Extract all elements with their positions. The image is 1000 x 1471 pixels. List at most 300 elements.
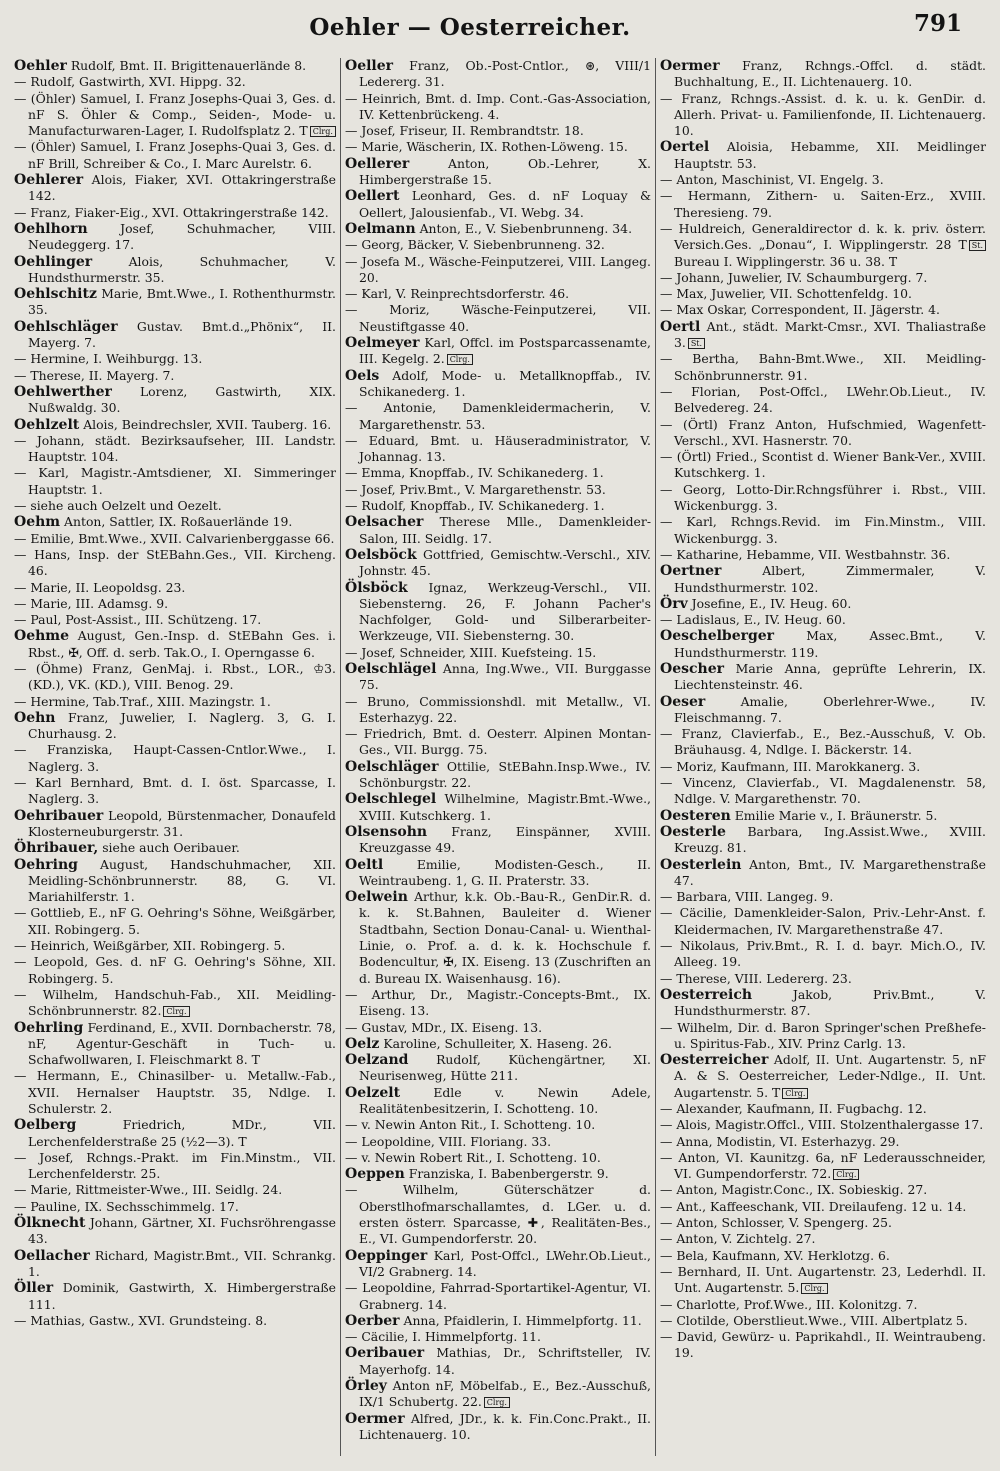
directory-entry	[345, 1411, 651, 1444]
entry-surname: Örley	[345, 1378, 387, 1395]
entry-surname: Oesterle	[660, 823, 726, 840]
directory-entry	[660, 449, 986, 482]
directory-entry	[660, 726, 986, 759]
directory-entry	[14, 172, 336, 205]
directory-entry	[14, 498, 336, 514]
entry-text: Karl, Post-Offcl., LWehr.Ob.Lieut., VI/2 Grabnerg. 14.	[359, 1247, 651, 1279]
entry-text: Lorenz, Gastwirth, XIX. Nußwaldg. 30.	[28, 383, 336, 416]
entry-surname: Oehlschläger	[14, 318, 118, 335]
entry-text: — Hermann, E., Chinasilber- u. Metallw.-Fab., XVII. Hernalser Hauptstr. 35, Ndlge. I. Schulerstr. 2.	[14, 1068, 336, 1116]
directory-entry	[660, 824, 986, 857]
entry-text: — Eduard, Bmt. u. Häuseradministrator, V. Johannag. 13.	[345, 432, 651, 465]
entry-text: — Moriz, Kaufmann, III. Marokkanerg. 3.	[660, 758, 921, 774]
entry-text: Alfred, JDr., k. k. Fin.Conc.Prakt., II. Lichtenauerg. 10.	[359, 1410, 651, 1442]
directory-entry	[14, 1199, 336, 1215]
entry-text: — (Örtl) Fried., Scontist d. Wiener Bank-Ver., XVIII. Kutschkerg. 1.	[660, 449, 986, 481]
directory-entry	[14, 221, 336, 254]
entry-text: August, Gen.-Insp. d. StEBahn Ges. i. Rbst., ✠, Off. d. serb. Tak.O., I. Operngasse 6.	[28, 628, 336, 660]
directory-entry	[14, 580, 336, 596]
directory-entry	[345, 433, 651, 466]
directory-entry	[345, 987, 651, 1020]
directory-entry	[345, 221, 651, 237]
directory-entry	[14, 91, 336, 140]
column-rule	[655, 58, 656, 1456]
entry-surname: Oeser	[660, 693, 706, 710]
directory-entry	[660, 139, 986, 172]
directory-entry	[660, 775, 986, 808]
directory-entry	[660, 172, 986, 188]
entry-text: — Rudolf, Gastwirth, XVI. Hippg. 32.	[14, 74, 246, 90]
entry-text: Friedrich, MDr., VII. Lerchenfelderstraße 25 (½2—3). T	[28, 1117, 336, 1149]
entry-text: Rudolf, Küchengärtner, XI. Neurisenweg, Hütte 211.	[359, 1052, 651, 1084]
directory-entry	[14, 661, 336, 694]
directory-entry	[345, 824, 651, 857]
directory-entry	[345, 1052, 651, 1085]
entry-text: — Josef, Friseur, II. Rembrandtstr. 18.	[345, 123, 584, 139]
directory-entry	[345, 857, 651, 890]
entry-text: Marie Anna, geprüfte Lehrerin, IX. Liechtensteinstr. 46.	[674, 660, 986, 693]
entry-surname: Oehler	[14, 58, 67, 74]
clearing-badge: Clrg.	[801, 1283, 827, 1294]
entry-text: — Anton, Schlosser, V. Spengerg. 25.	[660, 1215, 892, 1231]
entry-text: — Franziska, Haupt-Cassen-Cntlor.Wwe., I. Naglerg. 3.	[14, 742, 336, 774]
entry-surname: Oehn	[14, 709, 56, 726]
directory-entry	[14, 612, 336, 628]
directory-entry	[14, 531, 336, 547]
entry-surname: Oelschlägel	[345, 660, 437, 677]
directory-entry	[14, 286, 336, 319]
entry-text: — Hermann, Zithern- u. Saiten-Erz., XVIII. Theresieng. 79.	[660, 188, 986, 220]
entry-text: — Karl, V. Reinprechtsdorferstr. 46.	[345, 286, 570, 302]
entry-surname: Oeltl	[345, 856, 384, 873]
entry-surname: Oertl	[660, 318, 701, 335]
entry-text: — Josef, Schneider, XIII. Kuefsteing. 15.	[345, 644, 597, 660]
directory-entry	[345, 400, 651, 433]
entry-text: — Max Oskar, Correspondent, II. Jägerstr. 4.	[660, 302, 940, 318]
directory-entry	[345, 1329, 651, 1345]
directory-entry	[660, 596, 986, 612]
entry-text: Wilhelmine, Magistr.Bmt.-Wwe., XVIII. Kutschkerg. 1.	[359, 791, 651, 823]
directory-entry	[660, 1101, 986, 1117]
directory-entry	[14, 596, 336, 612]
directory-entry	[345, 335, 651, 368]
entry-text: Gustav. Bmt.d.„Phönix“, II. Mayerg. 7.	[28, 318, 336, 351]
directory-entry	[14, 808, 336, 841]
directory-entry	[660, 987, 986, 1020]
entry-text: — Emilie, Bmt.Wwe., XVII. Calvarienberggasse 66.	[14, 530, 335, 546]
directory-entry	[14, 433, 336, 466]
running-head	[0, 6, 1000, 46]
entry-surname: Oehlzelt	[14, 416, 80, 433]
directory-entry	[14, 987, 336, 1020]
entry-text: — Leopoldine, VIII. Floriang. 33.	[345, 1133, 552, 1149]
entry-text: siehe auch Oeribauer.	[98, 840, 240, 856]
entry-text: — (Öhler) Samuel, I. Franz Josephs-Quai 3, Ges. d. nF Brill, Schreiber & Co., I. Marc Aurelstr. 6.	[14, 139, 336, 171]
entry-text: — (Öhme) Franz, GenMaj. i. Rbst., LOR., ♔3. (KD.), VK. (KD.), VIII. Benog. 29.	[14, 660, 336, 693]
directory-entry	[660, 188, 986, 221]
entry-surname: Oelsböck	[345, 546, 417, 563]
entry-text: — Pauline, IX. Sechsschimmelg. 17.	[14, 1198, 239, 1214]
directory-entry	[345, 482, 651, 498]
entry-text: Franz, Juwelier, I. Naglerg. 3, G. I. Churhausg. 2.	[28, 709, 336, 742]
directory-entry	[14, 1313, 336, 1329]
entry-surname: Oelsacher	[345, 514, 424, 531]
directory-entry	[345, 1166, 651, 1182]
entry-text: — Therese, VIII. Ledererg. 23.	[660, 970, 852, 986]
clearing-badge: St.	[969, 240, 986, 251]
directory-entry	[660, 889, 986, 905]
entry-text: — Hermine, I. Weihburgg. 13.	[14, 351, 203, 367]
directory-entry	[660, 270, 986, 286]
entry-surname: Oertel	[660, 139, 710, 156]
entry-text: — Gustav, MDr., IX. Eiseng. 13.	[345, 1019, 543, 1035]
columns	[14, 58, 994, 1463]
entry-surname: Oelzelt	[345, 1084, 401, 1101]
entry-text: Anna, Ing.Wwe., VII. Burggasse 75.	[359, 660, 651, 693]
directory-entry	[660, 1248, 986, 1264]
entry-text: Alois, Schuhmacher, V. Hundsthurmerstr. 35.	[28, 253, 336, 285]
entry-text: — siehe auch Oelzelt und Oezelt.	[14, 498, 222, 514]
entry-text: Dominik, Gastwirth, X. Himbergerstraße 111.	[28, 1280, 336, 1312]
entry-text: — David, Gewürz- u. Paprikahdl., II. Weintraubeng. 19.	[660, 1329, 986, 1361]
directory-entry	[345, 254, 651, 287]
directory-entry	[14, 710, 336, 743]
entry-text: — Charlotte, Prof.Wwe., III. Kolonitzg. 7.	[660, 1296, 918, 1312]
entry-text: Johann, Gärtner, XI. Fuchsröhrengasse 43.	[28, 1215, 336, 1247]
entry-text: — Clotilde, Oberstlieut.Wwe., VIII. Albertplatz 5.	[660, 1312, 968, 1328]
entry-text: Max, Assec.Bmt., V. Hundsthurmerstr. 119.	[674, 628, 986, 660]
entry-surname: Oehlwerther	[14, 383, 112, 400]
entry-surname: Oermer	[660, 58, 720, 74]
directory-entry	[660, 938, 986, 971]
directory-entry	[345, 1036, 651, 1052]
directory-entry	[660, 1052, 986, 1101]
directory-entry	[660, 417, 986, 450]
directory-entry	[345, 1117, 651, 1133]
directory-entry	[14, 905, 336, 938]
directory-entry	[345, 580, 651, 645]
directory-entry	[660, 661, 986, 694]
clearing-badge: Clrg.	[833, 1169, 859, 1180]
entry-text: — Wilhelm, Güterschätzer d. Oberstlhofmarschallamtes, d. LGer. u. d. ersten österr. Sparcasse, ✚, Realitäten-Bes., E., VI. Gumpendorferstr. 20.	[345, 1182, 651, 1247]
directory-entry	[660, 351, 986, 384]
directory-entry	[660, 1231, 986, 1247]
entry-text: Franziska, I. Babenbergerstr. 9.	[404, 1166, 609, 1182]
entry-text: Leopold, Bürstenmacher, Donaufeld Klosterneuburgerstr. 31.	[28, 807, 336, 839]
column-3	[660, 58, 986, 1458]
entry-surname: Oehlerer	[14, 172, 84, 189]
directory-entry	[345, 726, 651, 759]
directory-entry	[14, 1117, 336, 1150]
entry-text: — Marie, II. Leopoldsg. 23.	[14, 579, 186, 595]
entry-surname: Oehribauer	[14, 807, 104, 824]
directory-entry	[660, 1134, 986, 1150]
clearing-badge: Clrg.	[782, 1088, 808, 1099]
directory-entry	[660, 286, 986, 302]
entry-text: Josefine, E., IV. Heug. 60.	[687, 595, 852, 611]
entry-surname: Oehm	[14, 514, 61, 531]
entry-surname: Oelschläger	[345, 758, 439, 775]
entry-text: — Alexander, Kaufmann, II. Fugbachg. 12.	[660, 1101, 927, 1116]
entry-text: — Paul, Post-Assist., III. Schützeng. 17.	[14, 612, 262, 628]
entry-text: — Bela, Kaufmann, XV. Herklotzg. 6.	[660, 1247, 890, 1263]
directory-entry	[660, 759, 986, 775]
directory-entry	[660, 547, 986, 563]
entry-text: — Ant., Kaffeeschank, VII. Dreilaufeng. 12 u. 14.	[660, 1198, 967, 1214]
entry-surname: Oeller	[345, 58, 394, 74]
directory-entry	[345, 759, 651, 792]
entry-text: — Josef, Rchngs.-Prakt. im Fin.Minstm., VII. Lerchenfelderstr. 25.	[14, 1149, 336, 1182]
directory-entry	[660, 1329, 986, 1362]
entry-text: — Bertha, Bahn-Bmt.Wwe., XII. Meidling-Schönbrunnerstr. 91.	[660, 351, 986, 383]
entry-text: — Marie, Rittmeister-Wwe., III. Seidlg. 24.	[14, 1182, 283, 1198]
directory-entry	[345, 694, 651, 727]
directory-entry	[345, 139, 651, 155]
entry-text: — Franz, Rchngs.-Assist. d. k. u. k. GenDir. d. Allerh. Privat- u. Familienfonde, II. Lichtenauerg. 10.	[660, 90, 986, 139]
entry-surname: Oelmeyer	[345, 335, 420, 352]
entry-text: — Huldreich, Generaldirector d. k. k. priv. österr. Versich.Ges. „Donau“, I. Wipplingerstr. 28 T	[660, 220, 986, 253]
entry-surname: Öller	[14, 1280, 54, 1297]
entry-surname: Oehme	[14, 628, 70, 645]
clearing-badge: Clrg.	[447, 354, 473, 365]
entry-text: — Anton, VI. Kaunitzg. 6a, nF Lederausschneider, VI. Gumpendorferstr. 72.	[660, 1149, 986, 1182]
entry-surname: Öhribauer,	[14, 840, 99, 857]
entry-text: — Marie, Wäscherin, IX. Rothen-Löweng. 15.	[345, 139, 628, 155]
entry-surname: Oeppinger	[345, 1247, 428, 1264]
entry-surname: Örv	[660, 595, 688, 612]
directory-entry	[345, 1134, 651, 1150]
directory-entry	[345, 58, 651, 91]
clearing-badge: St.	[688, 338, 705, 349]
directory-entry	[345, 302, 651, 335]
entry-text: Anton, E., V. Siebenbrunneng. 34.	[415, 220, 633, 236]
entry-text: Albert, Zimmermaler, V. Hundsthurmerstr. 102.	[674, 563, 986, 595]
entry-text: Adolf, II. Unt. Augartenstr. 5, nF A. & S. Oesterreicher, Leder-Ndlge., II. Unt. Augartenstr. 5. T	[674, 1052, 986, 1100]
entry-surname: Oelberg	[14, 1117, 77, 1134]
directory-entry	[14, 139, 336, 172]
entry-text: Franz, Rchngs.-Offcl. d. städt. Buchhaltung, E., II. Lichtenauerg. 10.	[674, 58, 986, 90]
entry-text: August, Handschuhmacher, XII. Meidling-Schönbrunnerstr. 88, G. VI. Mariahilferstr. 1.	[28, 856, 336, 905]
entry-text: — Rudolf, Knopffab., IV. Schikanederg. 1.	[345, 498, 605, 514]
entry-text: — Anna, Modistin, VI. Esterhazyg. 29.	[660, 1133, 900, 1149]
entry-surname: Oelwein	[345, 889, 408, 906]
entry-surname: Oellacher	[14, 1247, 90, 1264]
directory-entry	[14, 205, 336, 221]
directory-entry	[345, 1085, 651, 1118]
directory-entry	[14, 857, 336, 906]
entry-text: Emilie, Modisten-Gesch., II. Weintraubeng. 1, G. II. Praterstr. 33.	[359, 856, 651, 888]
entry-text: Jakob, Priv.Bmt., V. Hundsthurmerstr. 87.	[674, 986, 986, 1019]
entry-text: Anton nF, Möbelfab., E., Bez.-Ausschuß, IX/1 Schubertg. 22.	[359, 1378, 651, 1410]
entry-text: Therese Mlle., Damenkleider-Salon, III. Seidlg. 17.	[359, 514, 651, 546]
directory-entry	[14, 938, 336, 954]
entry-text: Anton, Bmt., IV. Margarethenstraße 47.	[674, 856, 986, 888]
directory-entry	[660, 91, 986, 140]
entry-text: Gottfried, Gemischtw.-Verschl., XIV. Johnstr. 45.	[359, 546, 651, 579]
clearing-badge: Clrg.	[310, 126, 336, 137]
entry-surname: Oelz	[345, 1035, 380, 1052]
directory-entry	[345, 1150, 651, 1166]
entry-text: Ignaz, Werkzeug-Verschl., VII. Siebensterng. 26, F. Johann Pacher's Nachfolger, Gold- und Silberarbeiter-Werkzeuge, VII. Siebensterng. 30.	[359, 579, 651, 644]
directory-entry	[660, 628, 986, 661]
entry-text: — Florian, Post-Offcl., LWehr.Ob.Lieut., IV. Belvedereg. 24.	[660, 383, 986, 416]
entry-surname: Oelmann	[345, 220, 416, 237]
directory-entry	[14, 74, 336, 90]
directory-entry	[14, 954, 336, 987]
directory-entry	[345, 645, 651, 661]
entry-surname: Oelzand	[345, 1052, 409, 1069]
directory-entry	[14, 1150, 336, 1183]
entry-text: Josef, Schuhmacher, VIII. Neudeggerg. 17.	[28, 220, 336, 253]
directory-entry	[660, 1297, 986, 1313]
entry-text: — Vincenz, Clavierfab., VI. Magdalenenstr. 58, Ndlge. V. Margarethenstr. 70.	[660, 775, 986, 807]
entry-surname: Ölsböck	[345, 579, 408, 596]
entry-text: — v. Newin Anton Rit., I. Schotteng. 10.	[345, 1117, 596, 1133]
directory-entry	[345, 368, 651, 401]
entry-text: — Alois, Magistr.Offcl., VIII. Stolzenthalergasse 17.	[660, 1117, 984, 1133]
clearing-badge: Clrg.	[484, 1397, 510, 1408]
entry-text: Karoline, Schulleiter, X. Haseng. 26.	[379, 1035, 612, 1051]
directory-entry	[660, 905, 986, 938]
entry-text: — Johann, städt. Bezirksaufseher, III. Landstr. Hauptstr. 104.	[14, 432, 336, 465]
entry-surname: Oels	[345, 367, 380, 384]
entry-text: — Franz, Fiaker-Eig., XVI. Ottakringerstraße 142.	[14, 204, 329, 220]
directory-entry	[660, 1150, 986, 1183]
directory-entry	[345, 91, 651, 124]
directory-entry	[660, 482, 986, 515]
directory-entry	[660, 221, 986, 270]
directory-entry	[660, 302, 986, 318]
entry-text: — Bruno, Commissionshdl. mit Metallw., VI. Esterhazyg. 22.	[345, 693, 651, 725]
entry-text: — Gottlieb, E., nF G. Oehring's Söhne, Weißgärber, XII. Robingerg. 5.	[14, 905, 336, 937]
entry-text: — Bernhard, II. Unt. Augartenstr. 23, Lederhdl. II. Unt. Augartenstr. 5.	[660, 1263, 986, 1296]
entry-text-tail: Bureau I. Wipplingerstr. 36 u. 38. T	[674, 253, 898, 269]
entry-text: — Hermine, Tab.Traf., XIII. Mazingstr. 1.	[14, 693, 271, 709]
directory-entry	[660, 58, 986, 91]
directory-entry	[345, 465, 651, 481]
entry-text: Adolf, Mode- u. Metallknopffab., IV. Schikanederg. 1.	[359, 367, 651, 399]
entry-text: Anna, Pfaidlerin, I. Himmelpfortg. 11.	[399, 1312, 642, 1328]
directory-entry	[14, 384, 336, 417]
entry-surname: Ölknecht	[14, 1215, 86, 1232]
entry-text: — Barbara, VIII. Langeg. 9.	[660, 889, 834, 905]
directory-entry	[660, 384, 986, 417]
entry-text: — Heinrich, Bmt. d. Imp. Cont.-Gas-Association, IV. Kettenbrückeng. 4.	[345, 90, 651, 122]
directory-entry	[14, 1280, 336, 1313]
entry-text: Marie, Bmt.Wwe., I. Rothenthurmstr. 35.	[28, 286, 336, 318]
entry-surname: Oehlhorn	[14, 220, 88, 237]
directory-entry	[14, 514, 336, 530]
entry-text: — Hans, Insp. der StEBahn.Ges., VII. Kircheng. 46.	[14, 546, 336, 579]
directory-entry	[14, 1068, 336, 1117]
entry-text: — Cäcilie, I. Himmelpfortg. 11.	[345, 1329, 541, 1345]
directory-entry	[14, 417, 336, 433]
entry-text: Aloisia, Hebamme, XII. Meidlinger Hauptstr. 53.	[674, 139, 986, 171]
entry-text: — Max, Juwelier, VII. Schottenfeldg. 10.	[660, 286, 912, 302]
entry-text: Ant., städt. Markt-Cmsr., XVI. Thaliastraße 3.	[674, 318, 986, 351]
entry-surname: Oellert	[345, 188, 400, 205]
entry-text: — Moriz, Wäsche-Feinputzerei, VII. Neustiftgasse 40.	[345, 302, 651, 334]
directory-entry	[14, 1182, 336, 1198]
entry-text: — Leopoldine, Fahrrad-Sportartikel-Agentur, VI. Grabnerg. 14.	[345, 1280, 651, 1312]
entry-text: — (Öhler) Samuel, I. Franz Josephs-Quai 3, Ges. d. nF S. Öhler & Comp., Seiden-, Mode- u. Manufacturwaren-Lager, I. Rudolfsplatz 2. T	[14, 90, 336, 139]
directory-entry	[14, 694, 336, 710]
directory-entry	[14, 742, 336, 775]
entry-text: — Ladislaus, E., IV. Heug. 60.	[660, 612, 846, 628]
directory-entry	[345, 1182, 651, 1247]
page-title: Oehler — Oesterreicher.	[309, 14, 631, 41]
entry-text: — Wilhelm, Dir. d. Baron Springer'schen Preßhefe- u. Spiritus-Fab., XIV. Prinz Carlg. 13.	[660, 1019, 986, 1051]
directory-entry	[345, 156, 651, 189]
directory-entry	[660, 514, 986, 547]
entry-text: Leonhard, Ges. d. nF Loquay & Oellert, Jalousienfab., VI. Webg. 34.	[359, 188, 651, 220]
directory-entry	[660, 857, 986, 890]
directory-entry	[660, 319, 986, 352]
entry-surname: Oellerer	[345, 155, 410, 172]
directory-entry	[660, 808, 986, 824]
entry-surname: Oeribauer	[345, 1345, 425, 1362]
directory-entry	[345, 1020, 651, 1036]
entry-text: — Katharine, Hebamme, VII. Westbahnstr. 36.	[660, 546, 951, 562]
directory-entry	[14, 1248, 336, 1281]
entry-surname: Oesterreich	[660, 986, 753, 1003]
entry-text: — Georg, Lotto-Dir.Rchngsführer i. Rbst., VIII. Wickenburgg. 3.	[660, 481, 986, 514]
entry-surname: Oesterreicher	[660, 1052, 769, 1069]
entry-text: — Josefa M., Wäsche-Feinputzerei, VIII. Langeg. 20.	[345, 253, 651, 285]
directory-entry	[345, 1280, 651, 1313]
directory-entry	[345, 1345, 651, 1378]
entry-text: Richard, Magistr.Bmt., VII. Schrankg. 1.	[28, 1247, 336, 1279]
entry-text: Alois, Fiaker, XVI. Ottakringerstraße 142.	[28, 172, 336, 204]
column-rule	[340, 58, 341, 1456]
entry-surname: Oesterlein	[660, 856, 742, 873]
entry-surname: Oehring	[14, 856, 78, 873]
directory-entry	[660, 563, 986, 596]
entry-text: — Franz, Clavierfab., E., Bez.-Ausschuß, V. Ob. Bräuhausg. 4, Ndlge. I. Bäckerstr. 14.	[660, 726, 986, 758]
entry-text: — Arthur, Dr., Magistr.-Concepts-Bmt., IX. Eiseng. 13.	[345, 986, 651, 1019]
entry-text: — Wilhelm, Handschuh-Fab., XII. Meidling-Schönbrunnerstr. 82.	[14, 986, 336, 1019]
directory-entry	[660, 1199, 986, 1215]
page-number: 791	[913, 10, 962, 37]
column-1	[14, 58, 336, 1458]
entry-text: Franz, Ob.-Post-Cntlor., ⊛, VIII/1 Ledererg. 31.	[359, 58, 651, 90]
entry-surname: Olsensohn	[345, 823, 428, 840]
entry-text: Amalie, Oberlehrer-Wwe., IV. Fleischmanng. 7.	[674, 693, 986, 725]
directory-entry	[14, 1020, 336, 1069]
entry-text: — Mathias, Gastw., XVI. Grundsteing. 8.	[14, 1312, 268, 1328]
directory-entry	[660, 694, 986, 727]
entry-text: — (Örtl) Franz Anton, Hufschmied, Wagenfett-Verschl., XVI. Hasnerstr. 70.	[660, 416, 986, 448]
entry-text: Mathias, Dr., Schriftsteller, IV. Mayerhofg. 14.	[359, 1345, 651, 1377]
directory-entry	[345, 237, 651, 253]
entry-text: — Heinrich, Weißgärber, XII. Robingerg. 5.	[14, 938, 286, 954]
directory-entry	[14, 465, 336, 498]
directory-entry	[345, 514, 651, 547]
entry-text: Ferdinand, E., XVII. Dornbacherstr. 78, nF, Agentur-Geschäft in Tuch- u. Schafwollwaren, I. Fleischmarkt 8. T	[28, 1019, 336, 1068]
directory-entry	[345, 498, 651, 514]
entry-surname: Oeschelberger	[660, 628, 775, 645]
entry-text: — Georg, Bäcker, V. Siebenbrunneng. 32.	[345, 237, 605, 253]
directory-entry	[14, 368, 336, 384]
entry-text: — Marie, III. Adamsg. 9.	[14, 595, 169, 611]
entry-text: — Karl, Rchngs.Revid. im Fin.Minstm., VIII. Wickenburgg. 3.	[660, 514, 986, 546]
directory-entry	[660, 1215, 986, 1231]
entry-text: — Therese, II. Mayerg. 7.	[14, 367, 175, 383]
entry-text: — Anton, V. Zichtelg. 27.	[660, 1231, 816, 1247]
directory-entry	[345, 547, 651, 580]
entry-surname: Oehlschitz	[14, 286, 97, 303]
entry-surname: Oeppen	[345, 1166, 405, 1183]
